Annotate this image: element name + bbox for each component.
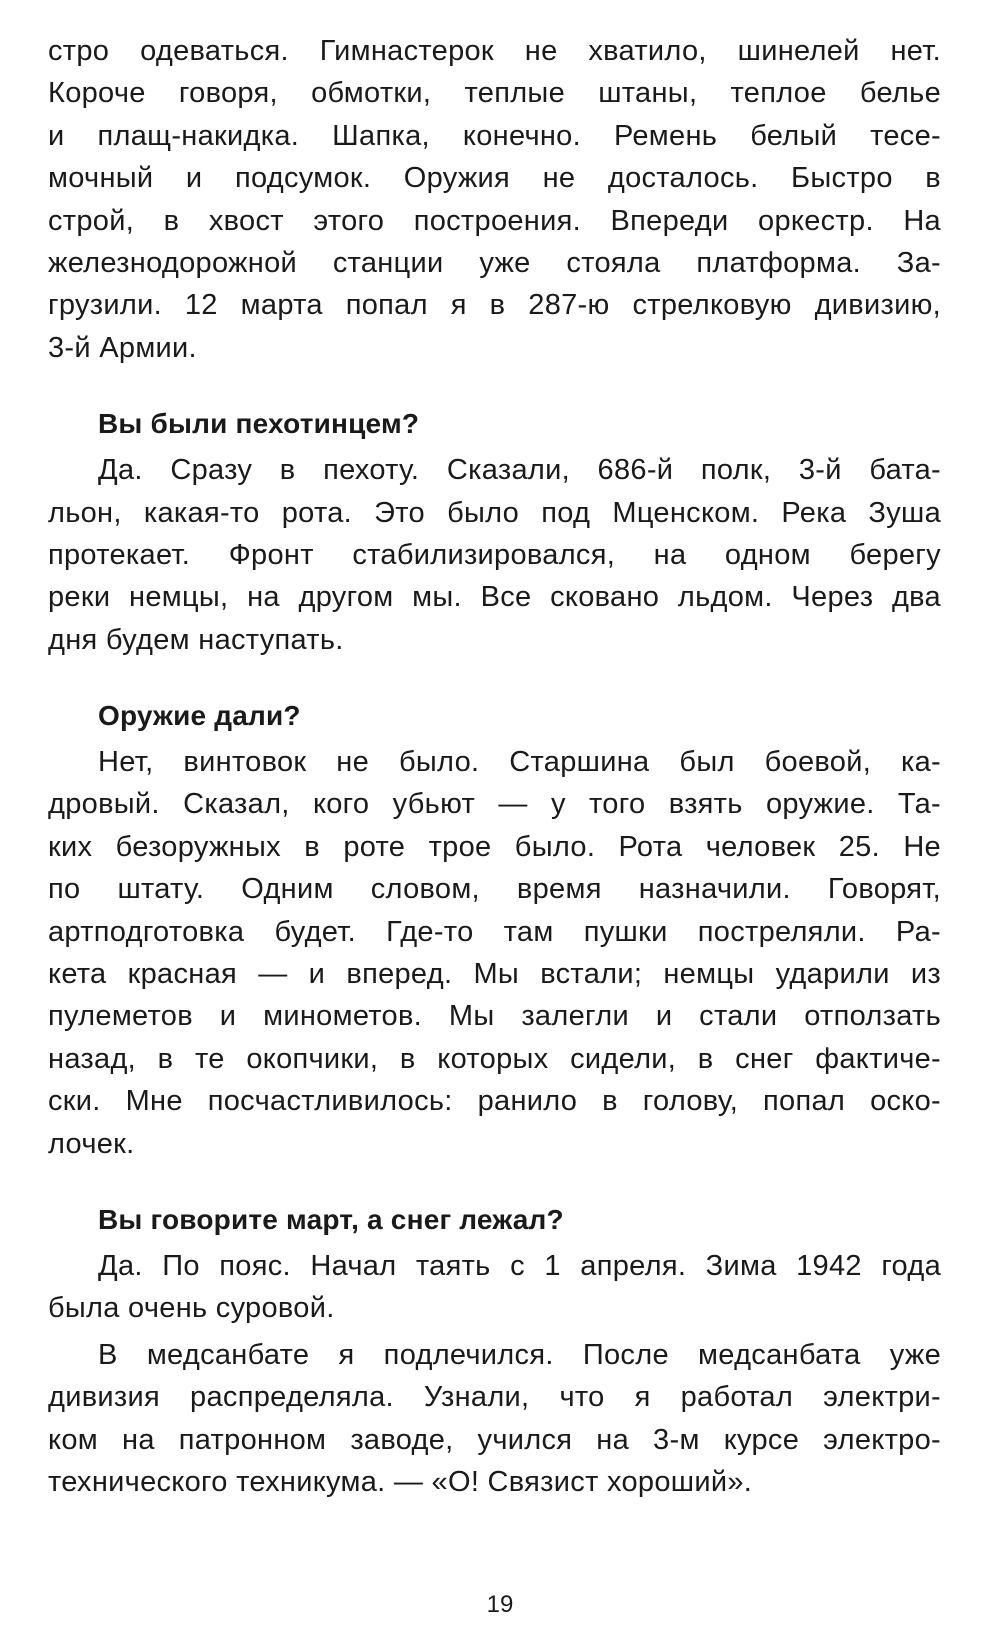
text-line: Короче говоря, обмотки, теплые штаны, теплое белье — [48, 77, 941, 110]
interview-question: Вы говорите март, а снег лежал? — [98, 1203, 564, 1235]
text-line: кета красная — и вперед. Мы встали; немцы ударили из — [48, 958, 941, 991]
text-line: была очень суровой. — [48, 1292, 335, 1325]
text-line: реки немцы, на другом мы. Все сковано льдом. Через два — [48, 581, 941, 614]
text-line: назад, в те окопчики, в которых сидели, в снег фактиче- — [48, 1042, 941, 1075]
text-line: Нет, винтовок не было. Старшина был боевой, ка- — [98, 746, 941, 779]
interview-question: Оружие дали? — [98, 700, 301, 732]
text-line: мочный и подсумок. Оружия не досталось. Быстро в — [48, 162, 941, 195]
text-line: лочек. — [48, 1127, 135, 1160]
text-line: строй, в хвост этого построения. Впереди оркестр. На — [48, 204, 941, 237]
text-line: грузили. 12 марта попал я в 287-ю стрелковую дивизию, — [48, 289, 941, 322]
answer-paragraph — [48, 1245, 941, 1330]
text-line: Да. Сразу в пехоту. Сказали, 686-й полк, 3-й бата- — [98, 454, 941, 487]
text-line: льон, какая-то рота. Это было под Мценском. Река Зуша — [48, 496, 941, 529]
text-line: дровый. Сказал, кого убьют — у того взять оружие. Та- — [48, 788, 941, 821]
paragraph-intro — [48, 30, 941, 369]
page-text — [48, 30, 941, 1503]
text-line: ком на патронном заводе, учился на 3-м курсе электро- — [48, 1423, 941, 1456]
page-number: 19 — [486, 1591, 514, 1618]
text-line: по штату. Одним словом, время назначили. Говорят, — [48, 873, 941, 906]
text-line: и плащ-накидка. Шапка, конечно. Ремень белый тесе- — [48, 119, 941, 152]
text-line: артподготовка будет. Где-то там пушки постреляли. Ра- — [48, 915, 941, 948]
text-line: дивизия распределяла. Узнали, что я работал электри- — [48, 1381, 941, 1414]
text-line: пулеметов и минометов. Мы залегли и стали отползать — [48, 1000, 941, 1033]
text-line: протекает. Фронт стабилизировался, на одном берегу — [48, 538, 941, 571]
answer-paragraph — [48, 741, 941, 1165]
interview-question: Вы были пехотинцем? — [98, 408, 420, 440]
text-line: технического техникума. — «О! Связист хороший». — [48, 1465, 753, 1498]
text-line: 3-й Армии. — [48, 331, 197, 364]
text-line: ски. Мне посчастливилось: ранило в голову, попал оско- — [48, 1085, 941, 1118]
text-line: В медсанбате я подлечился. После медсанбата уже — [98, 1338, 941, 1371]
text-line: стро одеваться. Гимнастерок не хватило, шинелей нет. — [48, 35, 941, 67]
text-line: Да. По пояс. Начал таять с 1 апреля. Зима 1942 года — [98, 1249, 941, 1282]
answer-paragraph — [48, 449, 941, 661]
answer-paragraph — [48, 1334, 941, 1504]
text-line: дня будем наступать. — [48, 623, 344, 656]
text-line: железнодорожной станции уже стояла платформа. За- — [48, 246, 941, 279]
text-line: ких безоружных в роте трое было. Рота человек 25. Не — [48, 830, 941, 863]
